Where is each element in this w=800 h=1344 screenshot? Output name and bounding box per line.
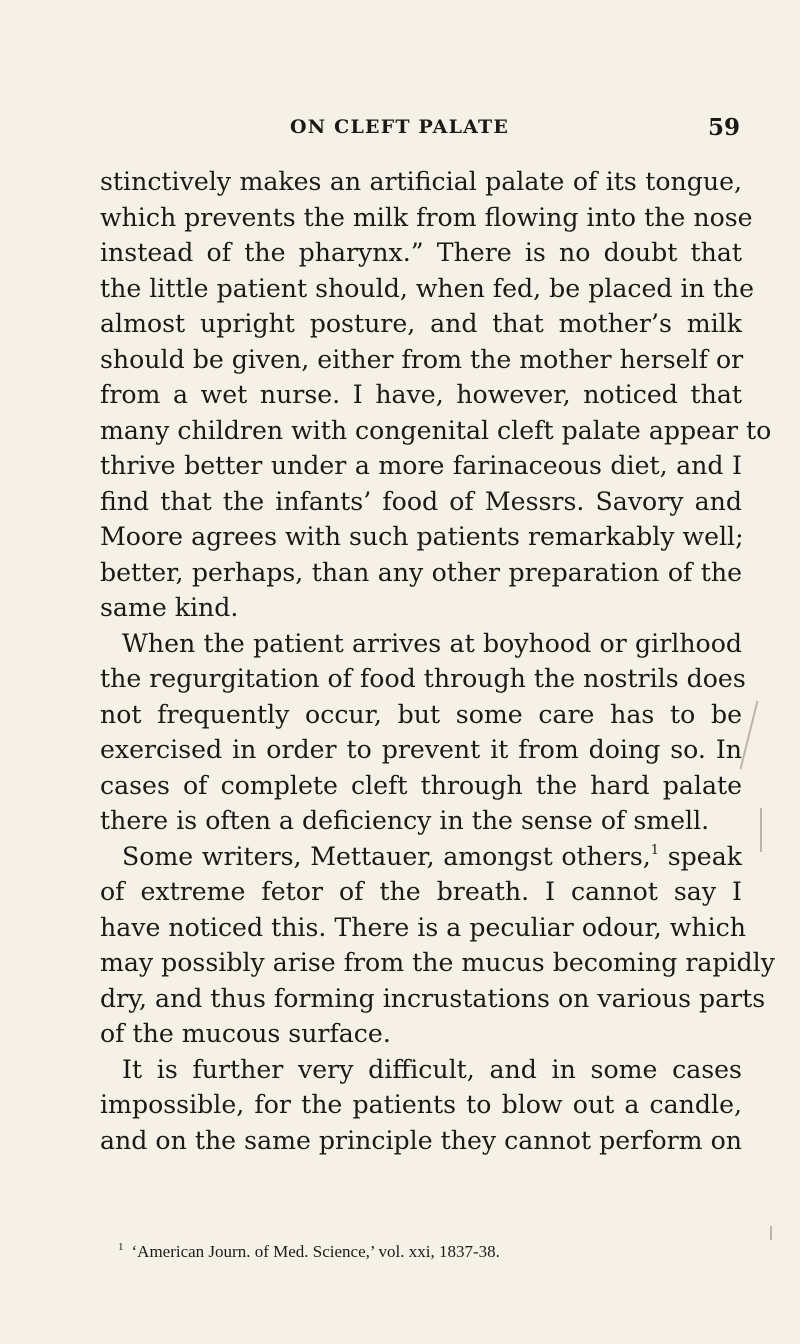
text-line: not frequently occur, but some care has to be bbox=[100, 699, 742, 729]
running-title: ON CLEFT PALATE bbox=[290, 116, 510, 138]
page-number: 59 bbox=[707, 114, 740, 141]
text-line: instead of the pharynx.” There is no doubt that bbox=[100, 238, 742, 267]
margin-mark bbox=[770, 1226, 772, 1240]
text-line: which prevents the milk from flowing into the nose bbox=[100, 202, 753, 232]
text-line: exercised in order to prevent it from doing so. In bbox=[100, 735, 742, 764]
body-text bbox=[100, 164, 775, 1158]
footnote bbox=[118, 1242, 500, 1262]
text-line: the regurgitation of food through the nostrils does bbox=[100, 664, 746, 693]
margin-mark bbox=[740, 701, 759, 769]
text-line: many children with congenital cleft palate appear to bbox=[100, 415, 772, 445]
footnote-text: ‘American Journ. of Med. Science,’ vol. xxi, 1837-38. bbox=[131, 1242, 500, 1261]
text-line: When the patient arrives at boyhood or girlhood bbox=[122, 628, 742, 658]
text-line: thrive better under a more farinaceous diet, and I bbox=[100, 451, 742, 480]
text-line: cases of complete cleft through the hard palate bbox=[100, 770, 742, 800]
text-line: It is further very difficult, and in some cases bbox=[122, 1054, 742, 1084]
running-head bbox=[100, 116, 740, 146]
text-segment: Some writers, Mettauer, amongst others, bbox=[122, 841, 651, 871]
text-line: of the mucous surface. bbox=[100, 1019, 391, 1048]
footnote-mark: 1 bbox=[118, 1241, 124, 1253]
text-line: same kind. bbox=[100, 593, 239, 622]
text-line: may possibly arise from the mucus becoming rapidly bbox=[100, 948, 775, 977]
text-line: Moore agrees with such patients remarkably well; bbox=[100, 522, 744, 551]
footnote-reference[interactable]: 1 bbox=[650, 842, 660, 858]
text-line: there is often a deficiency in the sense of smell. bbox=[100, 806, 710, 835]
text-line: almost upright posture, and that mother’s milk bbox=[100, 309, 742, 338]
text-line: dry, and thus forming incrustations on various parts bbox=[100, 983, 766, 1013]
text-line: find that the infants’ food of Messrs. Savory and bbox=[100, 486, 742, 516]
text-line: impossible, for the patients to blow out a candle, bbox=[100, 1090, 742, 1119]
text-line: better, perhaps, than any other preparation of the bbox=[100, 557, 742, 587]
text-line: stinctively makes an artificial palate of its tongue, bbox=[100, 167, 742, 196]
margin-mark bbox=[760, 808, 762, 852]
text-line: and on the same principle they cannot perform on bbox=[100, 1125, 742, 1155]
text-line-with-note bbox=[100, 839, 742, 875]
text-line: of extreme fetor of the breath. I cannot say I bbox=[100, 877, 742, 906]
text-line: should be given, either from the mother herself or bbox=[100, 344, 744, 374]
text-line: the little patient should, when fed, be placed in the bbox=[100, 273, 755, 303]
text-line: from a wet nurse. I have, however, noticed that bbox=[100, 380, 742, 409]
text-line: have noticed this. There is a peculiar odour, which bbox=[100, 912, 746, 942]
text-segment: speak bbox=[659, 841, 742, 871]
